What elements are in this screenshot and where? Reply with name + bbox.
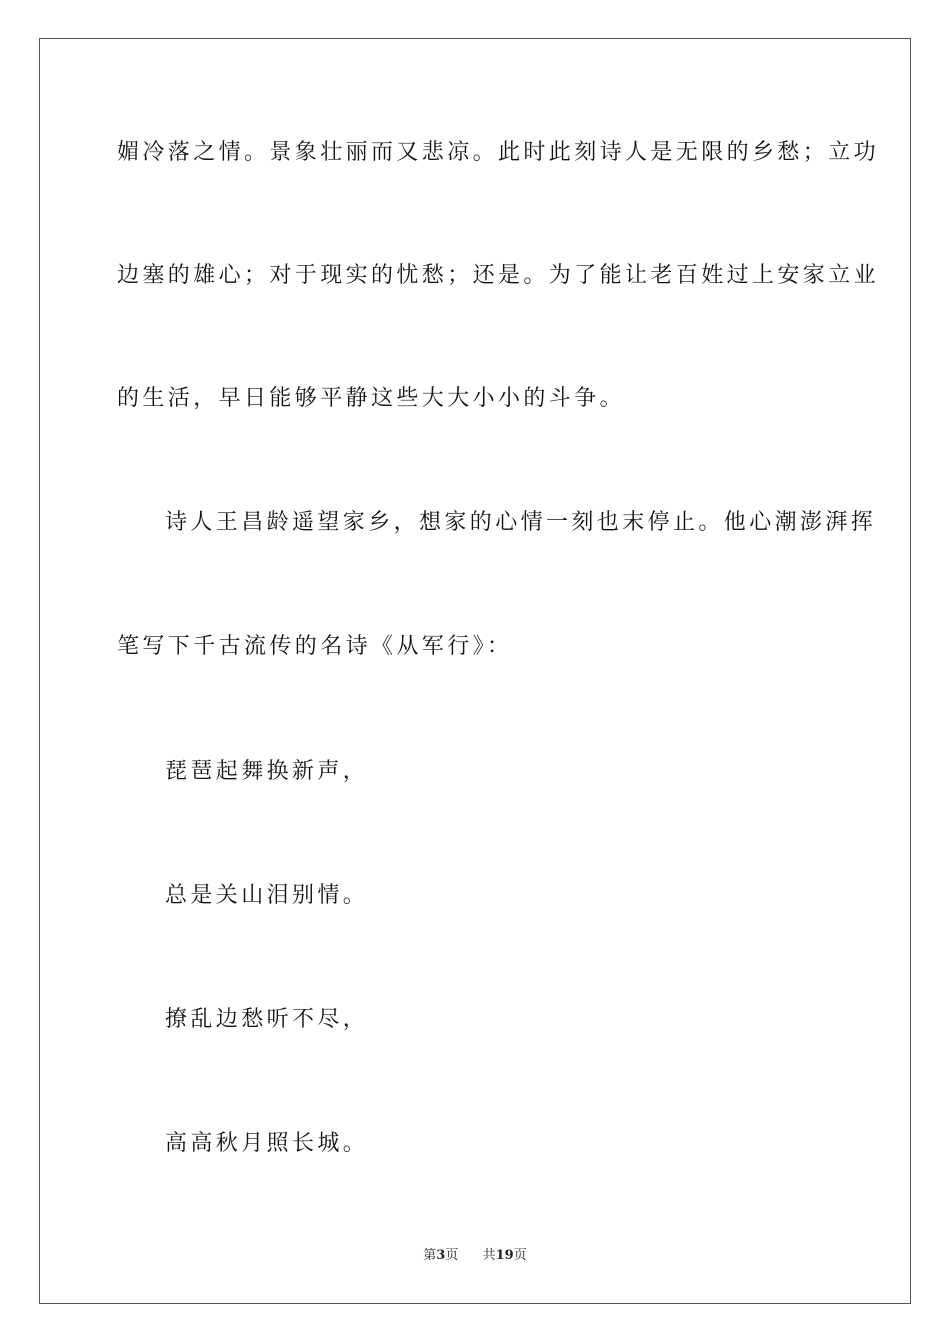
poem-line-3: 撩乱边愁听不尽， [165,1007,369,1032]
page-indicator [423,1247,458,1265]
poem-line-4: 高高秋月照长城。 [165,1131,369,1156]
body-text-line-5: 笔写下千古流传的名诗《从军行》： [117,634,513,659]
body-text-line-3: 的生活，早日能够平静这些大大小小的斗争。 [117,386,626,411]
body-text-line-1: 媚冷落之情。景象壮丽而又悲凉。此时此刻诗人是无限的乡愁；立功 [117,140,880,165]
body-text-line-2: 边塞的雄心；对于现实的忧愁；还是。为了能让老百姓过上安家立业 [117,263,880,288]
page-number: 3 [436,1248,446,1263]
page-footer [0,1247,950,1265]
total-prefix: 共 [482,1248,496,1263]
total-pages-indicator [483,1247,527,1265]
poem-line-2: 总是关山泪别情。 [165,883,369,908]
page-border [39,38,911,1304]
total-suffix: 页 [513,1248,527,1263]
page-suffix: 页 [445,1248,459,1263]
page-prefix: 第 [423,1248,437,1263]
total-pages: 19 [495,1248,514,1263]
body-text-line-4: 诗人王昌龄遥望家乡，想家的心情一刻也末停止。他心潮澎湃挥 [165,510,877,535]
poem-line-1: 琵琶起舞换新声， [165,759,369,784]
